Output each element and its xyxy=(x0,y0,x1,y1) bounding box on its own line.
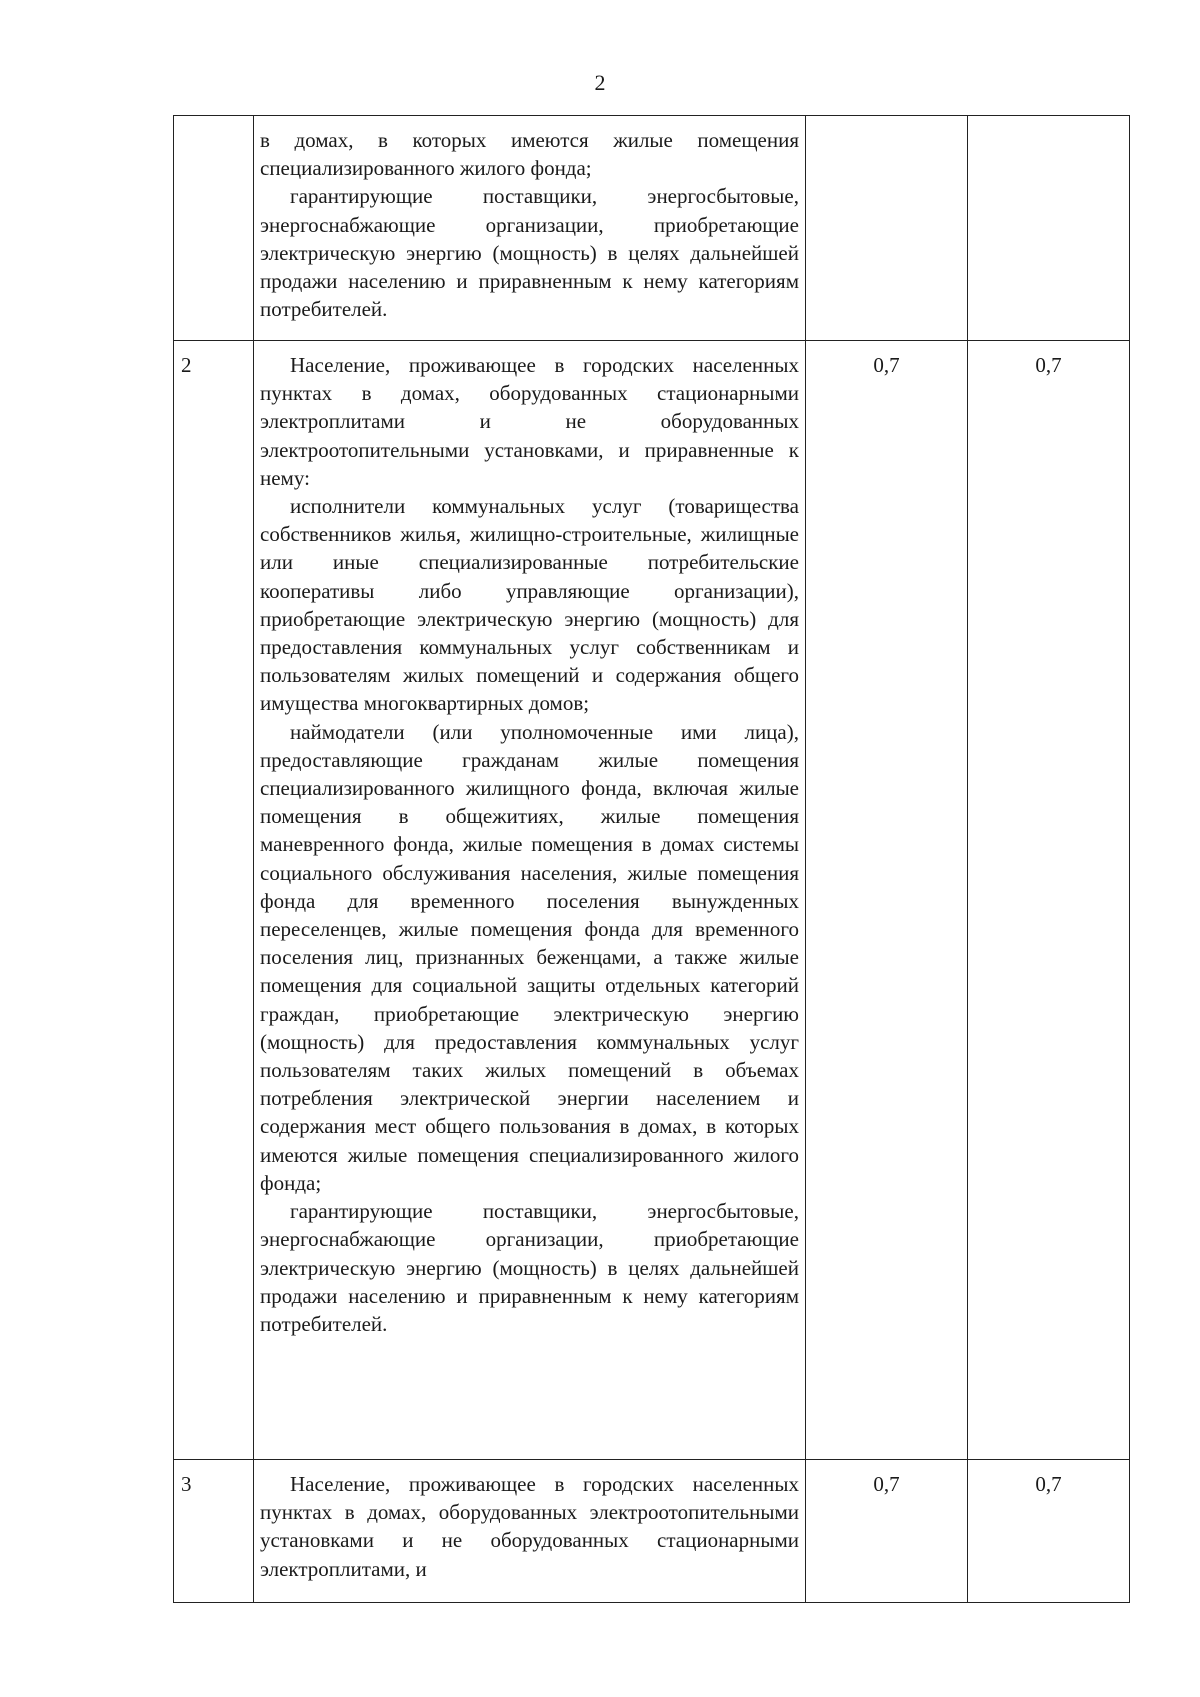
coefficient-cell-1: 0,7 xyxy=(806,1460,968,1603)
row-number-cell: 3 xyxy=(174,1460,254,1603)
paragraph: Население, проживающее в городских населенных пунктах в домах, оборудованных электроотопительными установками и не оборудованных стационарными электроплитами, и xyxy=(260,1472,799,1581)
row-number-cell: 2 xyxy=(174,341,254,1460)
page-number: 2 xyxy=(594,70,606,95)
consumer-category-cell xyxy=(254,341,806,1460)
table-row xyxy=(174,341,1130,1460)
paragraph: гарантирующие поставщики, энергосбытовые, энергоснабжающие организации, приобретающие электрическую энергию (мощность) в целях дальнейшей продажи населению и приравненным к нему категориям потребителей. xyxy=(260,1199,799,1336)
paragraph: исполнители коммунальных услуг (товарищества собственников жилья, жилищно-строительные, жилищные или иные специализированные потребительские кооперативы либо управляющие организации), приобретающие электрическую энергию (мощность) для предоставления коммунальных услуг собственникам и пользователям жилых помещений и содержания общего имущества многоквартирных домов; xyxy=(260,494,799,716)
tariff-table xyxy=(173,115,1130,1603)
coefficient-cell-2 xyxy=(968,116,1130,341)
coefficient-cell-1: 0,7 xyxy=(806,341,968,1460)
paragraph: в домах, в которых имеются жилые помещения специализированного жилого фонда; xyxy=(260,128,799,181)
coefficient-cell-2: 0,7 xyxy=(968,341,1130,1460)
paragraph: гарантирующие поставщики, энергосбытовые, энергоснабжающие организации, приобретающие электрическую энергию (мощность) в целях дальнейшей продажи населению и приравненным к нему категориям потребителей. xyxy=(260,184,799,322)
paragraph: наймодатели (или уполномоченные ими лица), предоставляющие гражданам жилые помещения специализированного жилищного фонда, включая жилые помещения в общежитиях, жилые помещения маневренного фонда, жилые помещения в домах системы социального обслуживания населения, жилые помещения фонда для временного поселения вынужденных переселенцев, жилые помещения фонда для временного поселения лиц, признанных беженцами, а также жилые помещения для социальной защиты отдельных категорий граждан, приобретающие электрическую энергию (мощность) для предоставления коммунальных услуг пользователям таких жилых помещений в объемах потребления электрической энергии населением и содержания мест общего пользования в домах, в которых имеются жилые помещения специализированного жилого фонда; xyxy=(260,719,799,1195)
consumer-category-cell xyxy=(254,116,806,341)
coefficient-cell-2: 0,7 xyxy=(968,1460,1130,1603)
row-number-cell xyxy=(174,116,254,341)
paragraph: Население, проживающее в городских населенных пунктах в домах, оборудованных стационарными электроплитами и не оборудованных электроотопительными установками, и приравненные к нему: xyxy=(260,353,799,490)
table-row xyxy=(174,116,1130,341)
table-row xyxy=(174,1460,1130,1603)
coefficient-cell-1 xyxy=(806,116,968,341)
consumer-category-cell xyxy=(254,1460,806,1603)
